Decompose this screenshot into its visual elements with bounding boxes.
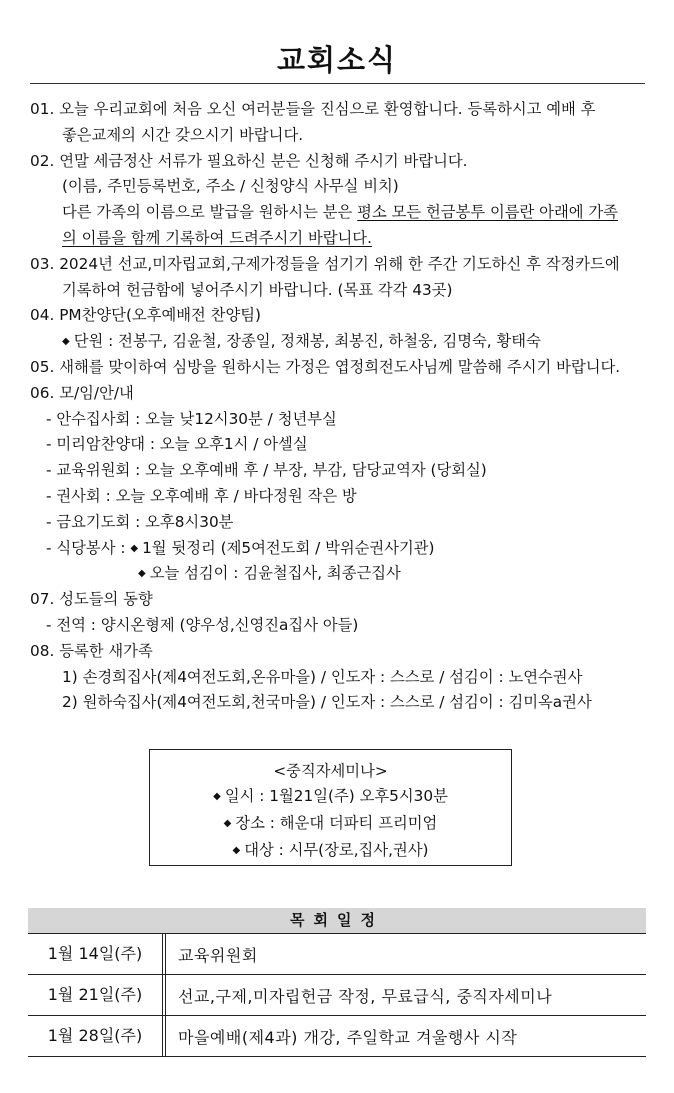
news-list [30,97,650,716]
seminar-item [150,784,511,811]
seminar-box [149,749,512,866]
meeting-item-meal-cont [30,561,650,587]
news-number: 05. [30,357,55,376]
news-item-01 [30,97,650,123]
meeting-item: - 금요기도회 : 오후8시30분 [46,512,234,531]
news-text-underlined: 평소 모든 헌금봉투 이름란 아래에 가족 [357,203,618,222]
news-text-underlined: 의 이름을 함께 기록하여 드려주시기 바랍니다. [62,228,372,247]
meeting-item: - 교육위원회 : 오늘 오후예배 후 / 부장, 부감, 담당교역자 (당회실) [46,461,487,480]
schedule-date: 1월 14일(주) [28,934,166,974]
news-text-cont: 기록하여 헌금함에 넣어주시기 바랍니다. (목표 각각 43곳) [62,280,453,299]
seminar-item-text: 장소 : 해운대 더파티 프리미엄 [235,814,438,832]
news-item-05 [30,355,650,381]
news-number: 06. [30,383,55,402]
news-number: 02. [30,151,55,170]
news-text-cont [30,200,650,226]
seminar-item [150,811,511,838]
news-item-08 [30,639,650,665]
news-text: PM찬양단(오후예배전 찬양팀) [59,306,261,325]
meeting-item: - 권사회 : 오늘 오후예배 후 / 바다정원 작은 방 [46,486,357,505]
news-text: 성도들의 동향 [59,590,153,609]
news-number: 07. [30,590,55,609]
meeting-item: - 미리암찬양대 : 오늘 오후1시 / 아셀실 [46,435,308,454]
news-text-cont [30,226,650,252]
news-item-06 [30,381,650,407]
schedule-table [28,908,646,1057]
members-item: - 전역 : 양시온형제 (양우성,신영진a집사 아들) [46,615,359,634]
schedule-row [28,975,646,1016]
page-title: 교회소식 [276,43,398,77]
diamond-bullet-icon: ◆ [232,845,241,856]
news-number: 03. [30,254,55,273]
diamond-bullet-icon: ◆ [138,568,146,580]
news-number: 01. [30,100,55,118]
news-text: 단원 : 전봉구, 김윤철, 장종일, 정채봉, 최봉진, 하철웅, 김명숙, 황태숙 [73,332,541,351]
schedule-date: 1월 21일(주) [28,975,166,1015]
news-item-07 [30,587,650,613]
seminar-item-text: 일시 : 1월21일(주) 오후5시30분 [224,787,448,805]
schedule-event: 교육위원회 [178,945,258,965]
schedule-row [28,934,646,975]
news-text: 새해를 맞이하여 심방을 원하시는 가정은 엽정희전도사님께 말씀해 주시기 바랍니다. [59,357,621,376]
news-item-03 [30,252,650,278]
meal-text: 1월 뒷정리 (제5여전도회 / 박위순권사기관) [142,538,435,557]
news-number: 08. [30,641,55,660]
diamond-bullet-icon: ◆ [130,542,139,554]
news-number: 04. [30,306,55,325]
title-divider [30,83,645,84]
news-text: 연말 세금정산 서류가 필요하신 분은 신청해 주시기 바랍니다. [59,151,468,170]
seminar-item [150,838,511,865]
news-text: 오늘 우리교회에 처음 오신 여러분들을 진심으로 환영합니다. 등록하시고 예배 후 [59,100,596,118]
seminar-title: <중직자세미나> [273,762,388,780]
new-family-item: 1) 손경희집사(제4여전도회,온유마을) / 인도자 : 스스로 / 섬김이 : 노연수권사 [62,667,583,686]
diamond-bullet-icon: ◆ [223,818,232,829]
news-text-cont: 좋은교제의 시간 갖으시기 바랍니다. [62,125,304,144]
meal-text: 오늘 섬김이 : 김윤철집사, 최종근집사 [149,564,401,583]
news-item-04 [30,303,650,329]
meeting-item: - 안수집사회 : 오늘 낮12시30분 / 청년부실 [46,409,337,428]
schedule-row [28,1016,646,1057]
news-text: 등록한 새가족 [59,641,153,660]
news-text: 2024년 선교,미자립교회,구제가정들을 섬기기 위해 한 주간 기도하신 후 작정카드에 [59,254,620,273]
diamond-bullet-icon: ◆ [62,336,70,348]
seminar-item-text: 대상 : 시무(장로,집사,권사) [244,841,429,859]
schedule-date: 1월 28일(주) [28,1016,166,1056]
schedule-event: 선교,구제,미자립헌금 작정, 무료급식, 중직자세미나 [178,986,553,1006]
meeting-item-meal [30,536,650,562]
new-family-item: 2) 원하숙집사(제4여전도회,천국마을) / 인도자 : 스스로 / 섬김이 : 김미옥a권사 [62,693,592,712]
schedule-header: 목회일정 [28,908,646,934]
meal-prefix: - 식당봉사 : [46,538,131,557]
news-item-02 [30,149,650,175]
news-text: 모/임/안/내 [59,383,134,402]
diamond-bullet-icon: ◆ [213,791,221,802]
schedule-event: 마을예배(제4과) 개강, 주일학교 겨울행사 시작 [178,1027,518,1047]
news-text-plain: 다른 가족의 이름으로 발급을 원하시는 분은 [62,203,358,222]
news-text-cont [30,329,650,355]
news-text-cont: (이름, 주민등록번호, 주소 / 신청양식 사무실 비치) [62,177,399,196]
